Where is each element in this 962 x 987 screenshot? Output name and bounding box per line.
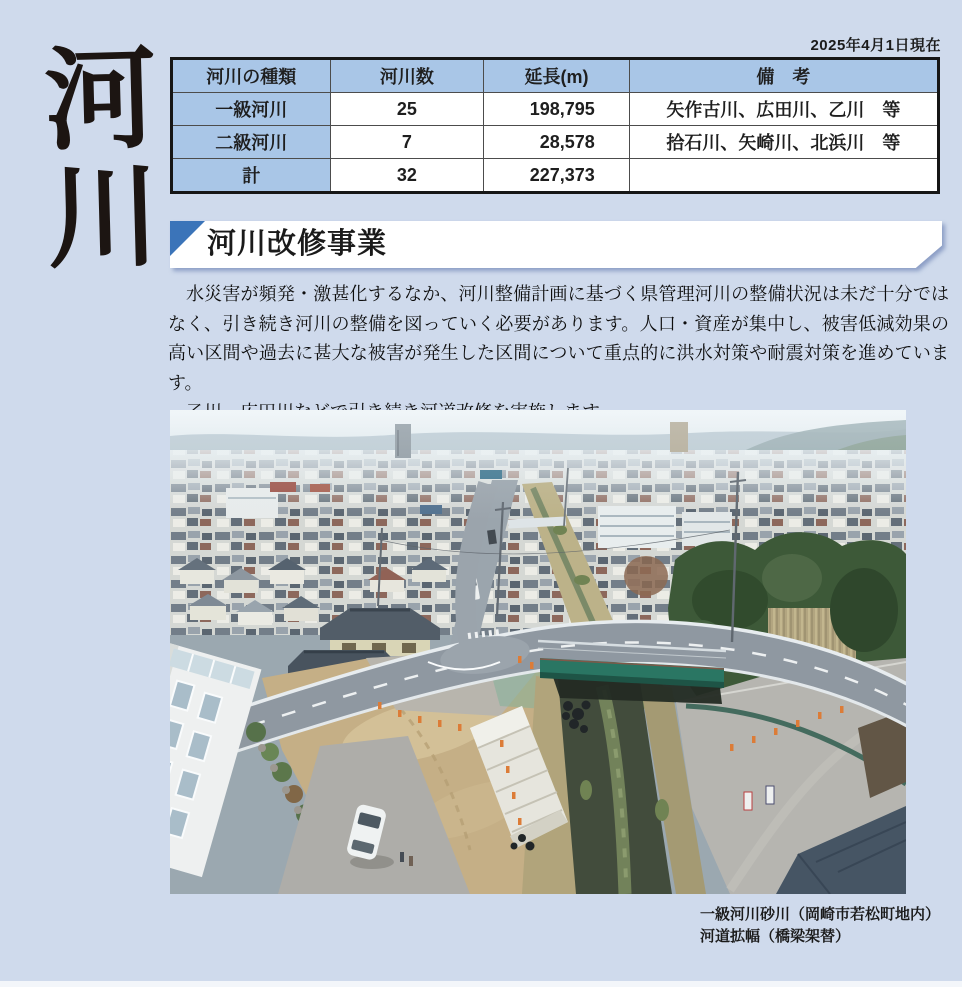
col-header-type: 河川の種類 xyxy=(172,59,331,93)
page-title-calligraphy: 河川 xyxy=(24,38,162,278)
as-of-date: 2025年4月1日現在 xyxy=(810,37,941,54)
section-title: 河川改修事業 xyxy=(207,228,388,260)
river-count: 32 xyxy=(330,159,484,193)
river-length: 227,373 xyxy=(484,159,630,193)
photo-caption-line1: 一級河川砂川（岡崎市若松町地内） xyxy=(700,906,941,923)
section-body xyxy=(168,280,949,428)
col-header-length: 延長(m) xyxy=(484,59,630,93)
table-row xyxy=(172,159,939,193)
aerial-photo-illustration xyxy=(170,410,906,894)
paragraph: 水災害が頻発・激甚化するなか、河川整備計画に基づく県管理河川の整備状況は未だ十分ではなく、引き続き河川の整備を図っていく必要があります。人口・資産が集中し、被害低減効果の高い区間や過去に甚大な被害が発生した区間について重点的に洪水対策や耐震対策を進めています。 xyxy=(168,284,949,393)
river-length: 198,795 xyxy=(484,93,630,126)
photo-caption-line2: 河道拡幅（橋梁架替） xyxy=(700,927,851,945)
section-banner xyxy=(170,221,942,268)
river-statistics-table xyxy=(170,57,940,194)
river-count: 7 xyxy=(330,126,484,159)
row-label: 二級河川 xyxy=(172,126,331,159)
page-bottom-edge xyxy=(0,981,962,987)
photo-caption xyxy=(700,904,940,948)
river-count: 25 xyxy=(330,93,484,126)
river-remarks xyxy=(629,159,938,193)
river-length: 28,578 xyxy=(484,126,630,159)
table-header-row xyxy=(172,59,939,93)
river-remarks: 矢作古川、広田川、乙川 等 xyxy=(629,93,938,126)
row-label: 計 xyxy=(172,159,331,193)
aerial-photo xyxy=(170,410,906,894)
col-header-count: 河川数 xyxy=(330,59,484,93)
row-label: 一級河川 xyxy=(172,93,331,126)
river-remarks: 拾石川、矢崎川、北浜川 等 xyxy=(629,126,938,159)
col-header-remarks: 備 考 xyxy=(629,59,938,93)
table-row xyxy=(172,93,939,126)
table-row xyxy=(172,126,939,159)
